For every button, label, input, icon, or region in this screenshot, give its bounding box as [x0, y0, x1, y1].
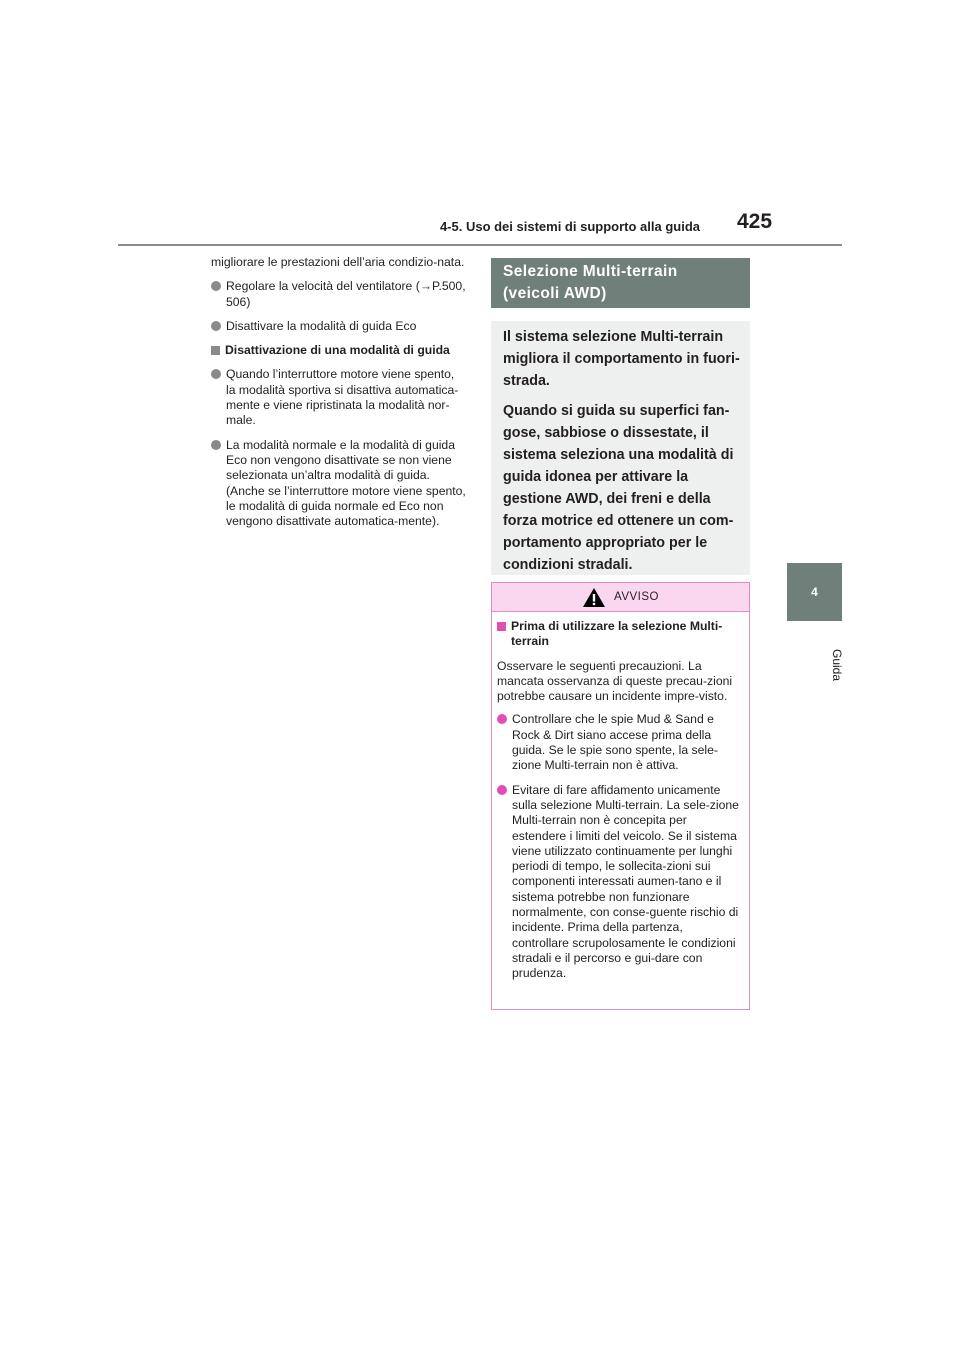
list-item — [497, 783, 739, 982]
warning-body — [492, 612, 749, 982]
bullet-dot-icon — [497, 714, 507, 724]
section-title: 4-5. Uso dei sistemi di supporto alla guida — [439, 219, 700, 234]
bullet-dot-icon — [211, 440, 221, 450]
header-divider — [118, 244, 842, 246]
intro-box — [491, 321, 750, 575]
chapter-label: Guida — [830, 648, 844, 682]
square-marker-icon — [211, 346, 220, 355]
list-item-text: Controllare che le spie Mud & Sand e Rock & Dirt siano accese prima della guida. Se le spie sono spente, la sele-zione Multi-terrain non è attiva. — [512, 712, 718, 773]
left-column — [211, 255, 467, 538]
intro-paragraph: Quando si guida su superfici fan-gose, sabbiose o dissestate, il sistema seleziona una modalità di guida idonea per attivare la gestione AWD, dei freni e della forza motrice ed ottenere un com-portamento appropriato per le condizioni stradali. — [503, 403, 734, 573]
continued-paragraph: migliorare le prestazioni dell’aria condizio-nata. — [211, 255, 465, 269]
warning-header — [492, 583, 749, 612]
list-item-text: La modalità normale e la modalità di guida Eco non vengono disattivate se non viene selezionata un’altra modalità di guida. (Anche se l’interruttore motore viene spento, le modalità di guida normale ed Eco non vengono disattivate automatica-mente). — [226, 437, 466, 529]
subheading — [211, 343, 467, 358]
list-item — [211, 438, 467, 530]
list-item-text: Regolare la velocità del ventilatore (→P.500, 506) — [226, 279, 466, 309]
bullet-dot-icon — [211, 321, 221, 331]
bullet-dot-icon — [211, 281, 221, 291]
warning-box — [491, 582, 750, 1010]
warning-label: AVVISO — [614, 591, 659, 603]
list-item — [211, 319, 467, 334]
section-heading: Selezione Multi-terrain (veicoli AWD) — [491, 258, 750, 308]
warning-subheading — [497, 619, 739, 650]
warning-triangle-icon — [582, 587, 606, 608]
list-item — [211, 367, 467, 428]
intro-paragraph: Il sistema selezione Multi-terrain migliora il comportamento in fuori-strada. — [503, 329, 740, 389]
list-item — [497, 712, 739, 773]
bullet-dot-icon — [497, 785, 507, 795]
list-item-text: Quando l’interruttore motore viene spento, la modalità sportiva si disattiva automatica-mente e viene ripristinata la modalità nor-male. — [226, 367, 459, 428]
list-item — [211, 279, 467, 310]
list-item-text: Disattivare la modalità di guida Eco — [226, 318, 417, 333]
chapter-number: 4 — [811, 585, 818, 599]
subheading-text: Disattivazione di una modalità di guida — [225, 343, 450, 358]
bullet-dot-icon — [211, 369, 221, 379]
warning-intro: Osservare le seguenti precauzioni. La mancata osservanza di queste precau-zioni potrebbe causare un incidente impre-visto. — [497, 658, 733, 704]
page-number: 425 — [737, 210, 773, 233]
square-marker-icon — [497, 622, 506, 631]
list-item-text: Evitare di fare affidamento unicamente sulla selezione Multi-terrain. La sele-zione Multi-terrain non è concepita per estendere i limiti del veicolo. Se il sistema viene utilizzato continuamente per lunghi periodi di tempo, le sollecita-zioni sui componenti interessati aumen-tano e il sistema potrebbe non funzionare normalmente, con conse-guente rischio di incidente. Prima della partenza, controllare scrupolosamente le condizioni stradali e il percorso e gui-dare con prudenza. — [512, 782, 739, 981]
chapter-tab — [787, 563, 842, 621]
warning-subheading-text: Prima di utilizzare la selezione Multi-terrain — [511, 619, 723, 649]
